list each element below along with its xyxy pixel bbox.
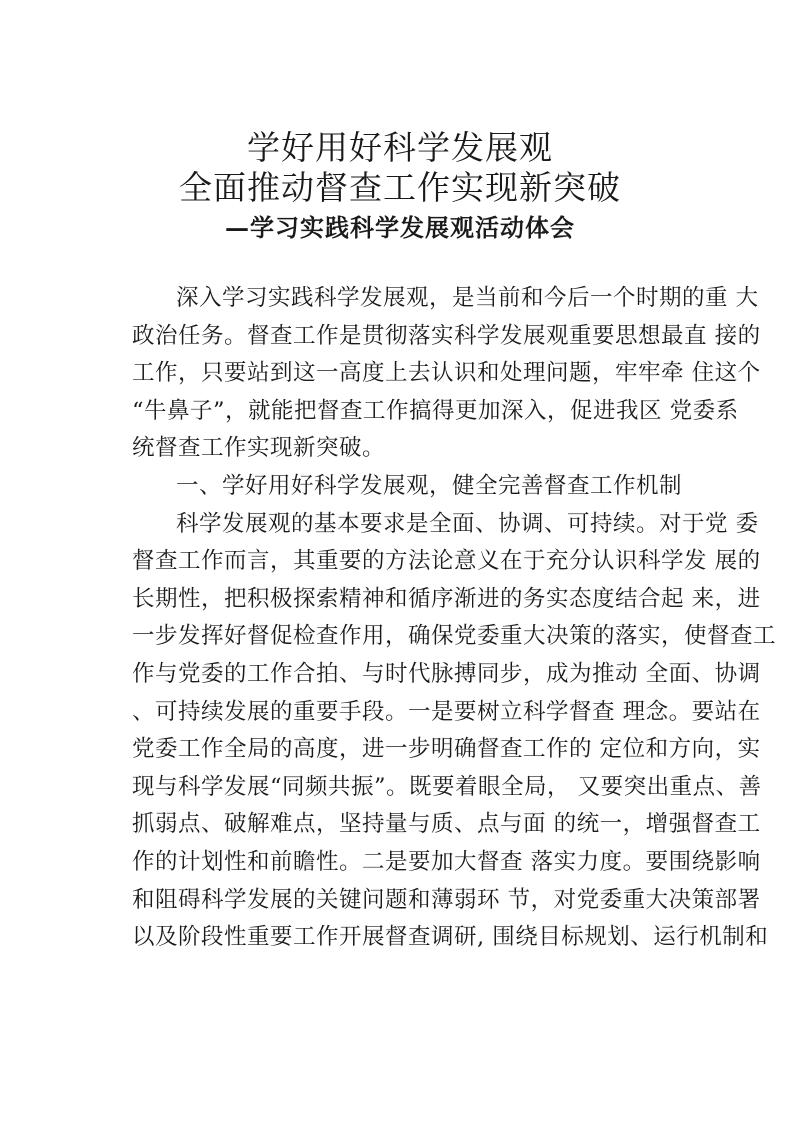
body-line: “牛鼻子”，就能把督查工作搞得更加深入，促进我区 党委系: [132, 397, 739, 424]
body-line: 科学发展观的基本要求是全面、协调、可持续。对于党 委: [176, 510, 759, 537]
body-line: 督查工作而言，其重要的方法论意义在于充分认识科学发 展的: [132, 548, 761, 575]
body-line: 工作，只要站到这一高度上去认识和处理问题，牢牢牵 住这个: [132, 360, 761, 387]
main-title-line-1: 学好用好科学发展观: [247, 128, 553, 167]
body-line: 现与科学发展“同频共振”。既要着眼全局， 又要突出重点、善: [132, 773, 762, 800]
body-line: 深入学习实践科学发展观，是当前和今后一个时期的重 大: [176, 285, 759, 311]
body-line: 统督查工作实现新突破。: [132, 435, 386, 462]
subtitle: —学习实践科学发展观活动体会: [225, 213, 575, 242]
body-line: 作与党委的工作合拍、与时代脉搏同步，成为推动 全面、协调: [132, 660, 761, 687]
body-line: 和阻碍科学发展的关键问题和薄弱环 节，对党委重大决策部署: [132, 886, 761, 913]
body-line: 、可持续发展的重要手段。一是要树立科学督查 理念。要站在: [132, 698, 761, 725]
main-title-line-2: 全面推动督查工作实现新突破: [179, 168, 621, 207]
body-line: 抓弱点、破解难点，坚持量与质、点与面 的统一，增强督查工: [132, 811, 761, 838]
section-heading: 一、学好用好科学发展观，健全完善督查工作机制: [176, 472, 683, 499]
body-line: 作的计划性和前瞻性。二是要加大督查 落实力度。要围绕影响: [132, 848, 761, 875]
body-line: 党委工作全局的高度，进一步明确督查工作的 定位和方向，实: [132, 736, 761, 763]
body-line: 一步发挥好督促检查作用，确保党委重大决策的落实，使督查工: [132, 623, 777, 650]
body-line: 政治任务。督查工作是贯彻落实科学发展观重要思想最直 接的: [132, 322, 761, 349]
body-line: 以及阶段性重要工作开展督查调研, 围绕目标规划、运行机制和: [132, 924, 769, 951]
title-block: [0, 128, 800, 248]
body-line: 长期性，把积极探索精神和循序渐进的务实态度结合起 来，进: [132, 585, 761, 612]
document-body: [132, 280, 777, 957]
